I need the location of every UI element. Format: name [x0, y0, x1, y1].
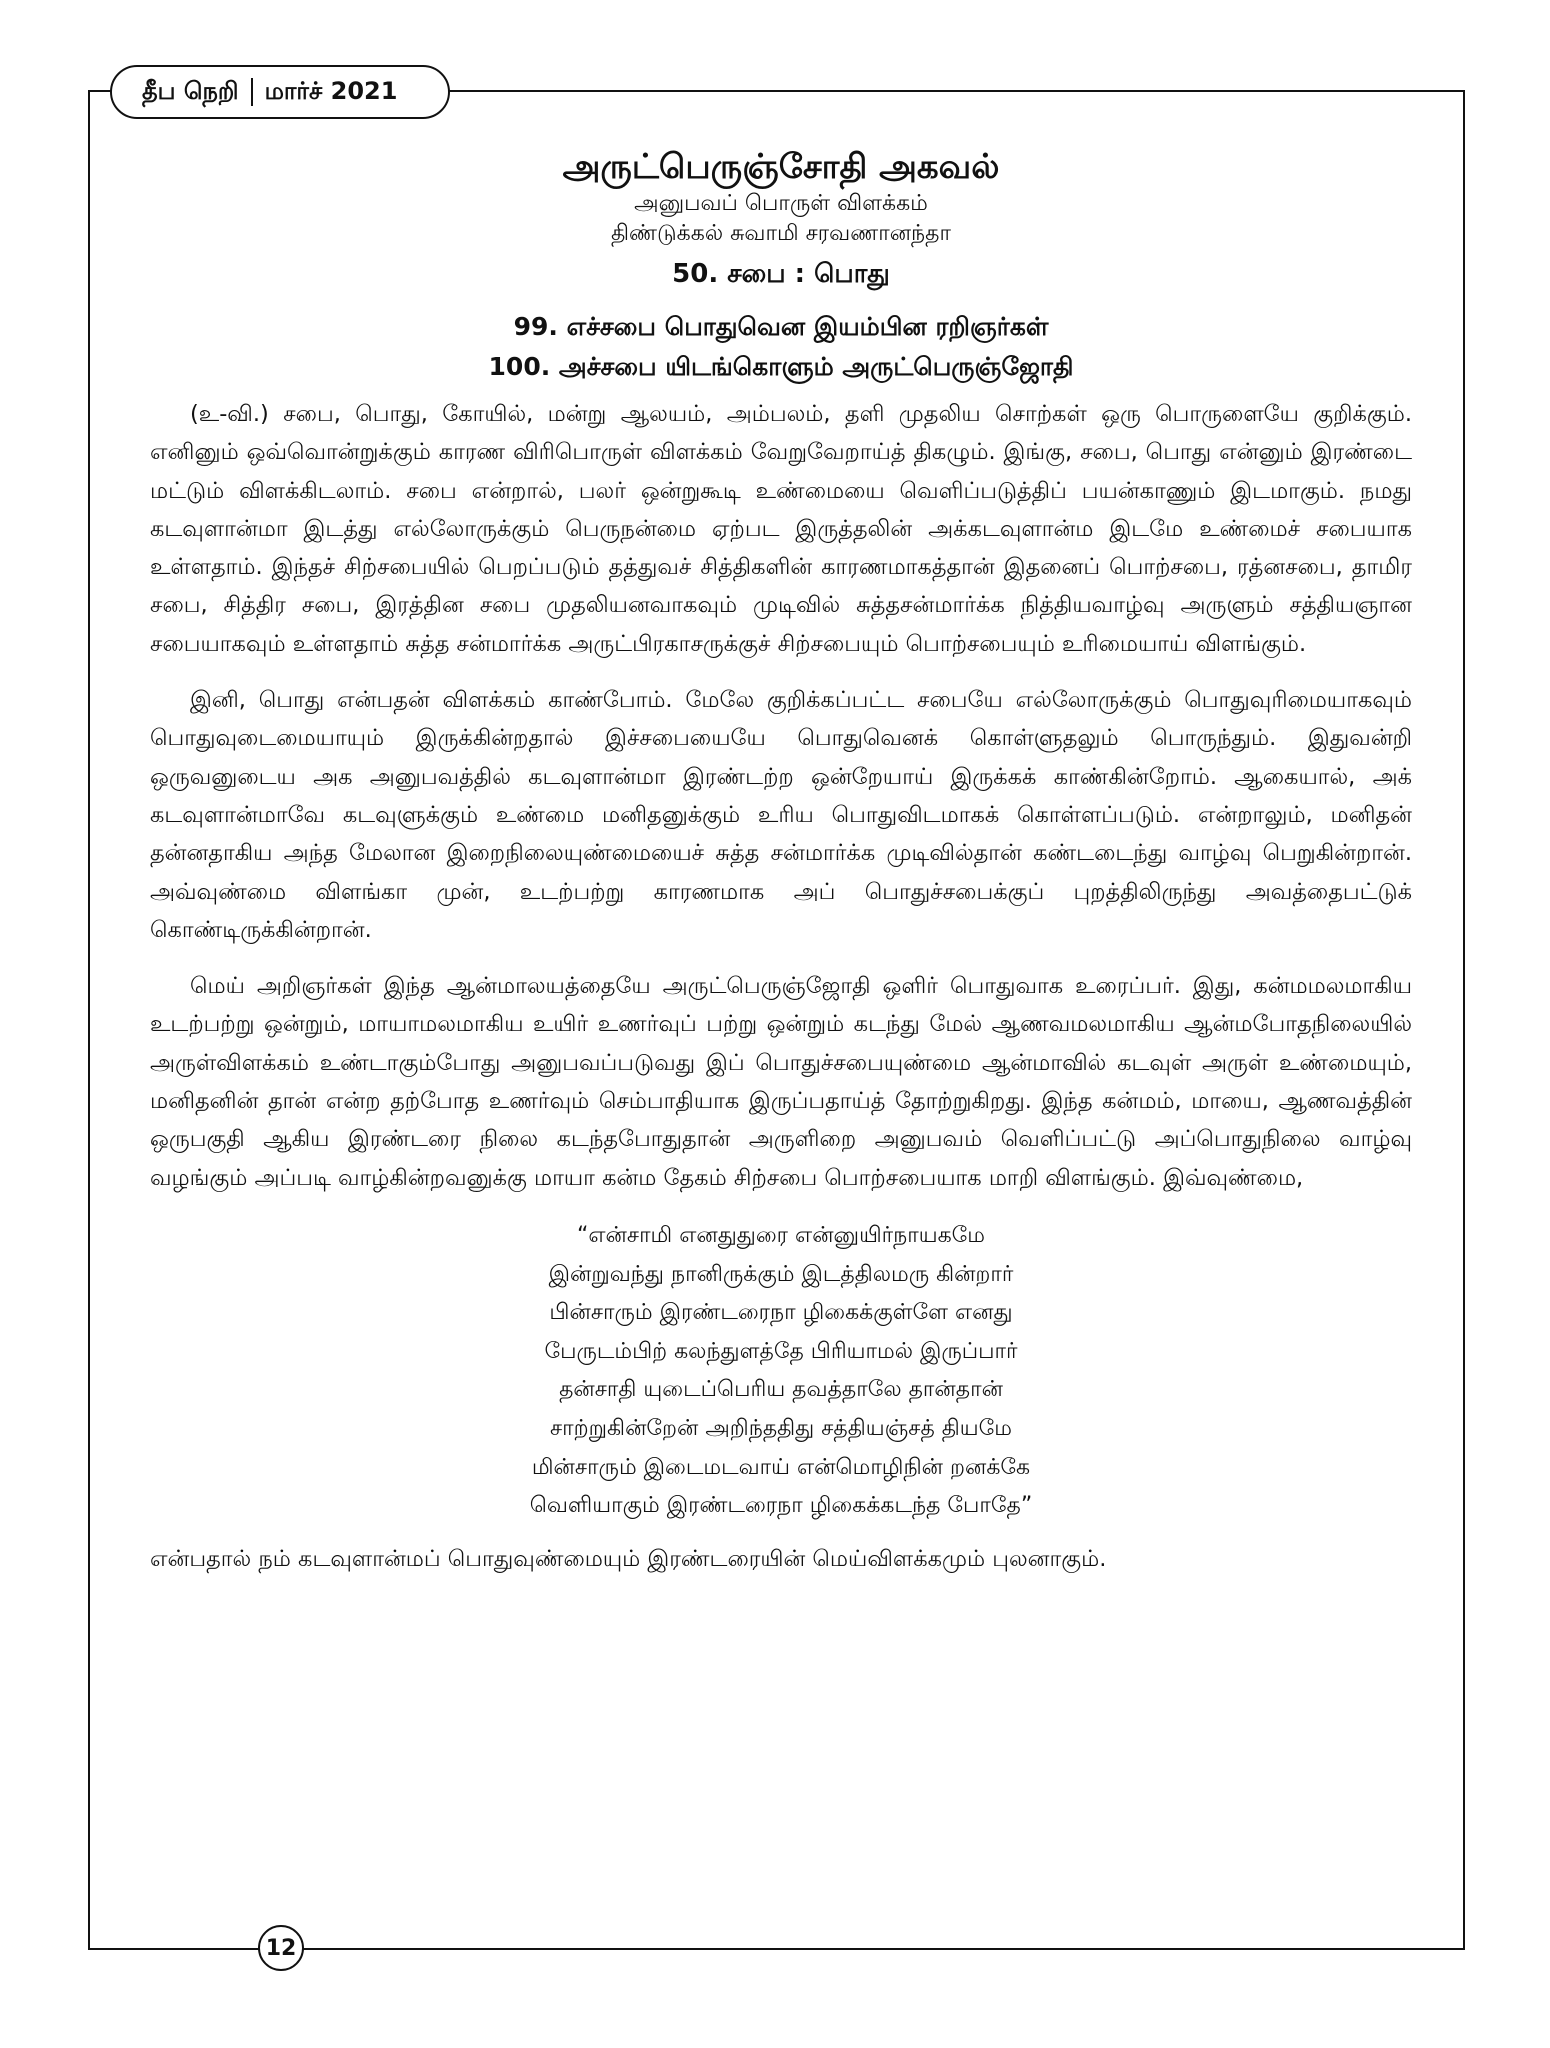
article-title: அருட்பெருஞ்சோதி அகவல்	[562, 147, 1000, 187]
poem-line: வெளியாகும் இரண்டரைநா ழிகைக்கடந்த போதே”	[529, 1493, 1033, 1519]
section-heading: 50. சபை : பொது	[672, 259, 890, 289]
article-subtitle: அனுபவப் பொருள் விளக்கம்	[634, 191, 928, 216]
magazine-name: தீப நெறி	[142, 76, 239, 105]
quoted-poem	[150, 1217, 1412, 1526]
article-author: திண்டுக்கல் சுவாமி சரவணானந்தா	[611, 221, 951, 246]
issue-date: மார்ச் 2021	[264, 76, 398, 105]
paragraph: மெய் அறிஞர்கள் இந்த ஆன்மாலயத்தையே அருட்பெருஞ்ஜோதி ஒளிர் பொதுவாக உரைப்பர். இது, கன்மமலமாகிய உடற்பற்று ஒன்றும், மாயாமலமாகிய உயிர் உணர்வுப் பற்று ஒன்றும் கடந்து மேல் ஆணவமலமாகிய ஆன்மபோதநிலையில் அருள்விளக்கம் உண்டாகும்போது அனுபவப்படுவது இப் பொதுச்சபையுண்மை ஆன்மாவில் கடவுள் அருள் உண்மையும், மனிதனின் தான் என்ற தற்போத உணர்வும் செம்பாதியாக இருப்பதாய்த் தோற்றுகிறது. இந்த கன்மம், மாயை, ஆணவத்தின் ஒருபகுதி ஆகிய இரண்டரை நிலை கடந்தபோதுதான் அருளிறை அனுபவம் வெளிப்பட்டு அப்பொதுநிலை வாழ்வு வழங்கும் அப்படி வாழ்கின்றவனுக்கு மாயா கன்ம தேகம் சிற்சபை பொற்சபையாக மாறி விளங்கும். இவ்வுண்மை,	[150, 973, 1412, 1191]
poem-line: பின்சாரும் இரண்டரைநா ழிகைக்குள்ளே எனது	[549, 1300, 1013, 1326]
poem-line: இன்றுவந்து நானிருக்கும் இடத்திலமரு கின்றார்	[548, 1261, 1014, 1287]
paragraph: (உ-வி.) சபை, பொது, கோயில், மன்று ஆலயம், அம்பலம், தளி முதலிய சொற்கள் ஒரு பொருளையே குறிக்கும். எனினும் ஒவ்வொன்றுக்கும் காரண விரிபொருள் விளக்கம் வேறுவேறாய்த் திகழும். இங்கு, சபை, பொது என்னும் இரண்டை மட்டும் விளக்கிடலாம். சபை என்றால், பலர் ஒன்றுகூடி உண்மையை வெளிப்படுத்திப் பயன்காணும் இடமாகும். நமது கடவுளான்மா இடத்து எல்லோருக்கும் பெருநன்மை ஏற்பட இருத்தலின் அக்கடவுளான்ம இடமே உண்மைச் சபையாக உள்ளதாம். இந்தச் சிற்சபையில் பெறப்படும் தத்துவச் சித்திகளின் காரணமாகத்தான் இதனைப் பொற்சபை, ரத்னசபை, தாமிர சபை, சித்திர சபை, இரத்தின சபை முதலியனவாகவும் முடிவில் சுத்தசன்மார்க்க நித்தியவாழ்வு அருளும் சத்தியஞான சபையாகவும் உள்ளதாம் சுத்த சன்மார்க்க அருட்பிரகாசருக்குச் சிற்சபையும் பொற்சபையும் உரிமையாய் விளங்கும்.	[150, 401, 1412, 657]
poem-line: சாற்றுகின்றேன் அறிந்ததிது சத்தியஞ்சத் தியமே	[550, 1415, 1012, 1441]
poem-line: மின்சாரும் இடைமடவாய் என்மொழிநின் றனக்கே	[531, 1454, 1031, 1480]
verse-line: 100. அச்சபை யிடங்கொளும் அருட்பெருஞ்ஜோதி	[488, 352, 1074, 381]
poem-line: பேருடம்பிற் கலந்துளத்தே பிரியாமல் இருப்பார்	[544, 1338, 1018, 1364]
header-tab	[110, 65, 450, 119]
verse-block	[150, 307, 1412, 387]
header-divider	[251, 78, 253, 106]
poem-line: “என்சாமி எனதுதுரை என்னுயிர்நாயகமே	[576, 1222, 986, 1248]
closing-line: என்பதால் நம் கடவுளான்மப் பொதுவுண்மையும் இரண்டரையின் மெய்விளக்கமும் புலனாகும்.	[150, 1545, 1107, 1572]
poem-line: தன்சாதி யுடைப்பெரிய தவத்தாலே தான்தான்	[559, 1377, 1003, 1403]
paragraph: இனி, பொது என்பதன் விளக்கம் காண்போம். மேலே குறிக்கப்பட்ட சபையே எல்லோருக்கும் பொதுவுரிமையாகவும் பொதுவுடைமையாயும் இருக்கின்றதால் இச்சபையையே பொதுவெனக் கொள்ளுதலும் பொருந்தும். இதுவன்றி ஒருவனுடைய அக அனுபவத்தில் கடவுளான்மா இரண்டற்ற ஒன்றேயாய் இருக்கக் காண்கின்றோம். ஆகையால், அக் கடவுளான்மாவே கடவுளுக்கும் உண்மை மனிதனுக்கும் உரிய பொதுவிடமாகக் கொள்ளப்படும். என்றாலும், மனிதன் தன்னதாகிய அந்த மேலான இறைநிலையுண்மையைச் சுத்த சன்மார்க்க முடிவில்தான் கண்டடைந்து வாழ்வு பெறுகின்றான். அவ்வுண்மை விளங்கா முன், உடற்பற்று காரணமாக அப் பொதுச்சபைக்குப் புறத்திலிருந்து அவத்தைபட்டுக் கொண்டிருக்கின்றான்.	[150, 687, 1412, 943]
page-number: 12	[258, 1925, 304, 1971]
article	[150, 145, 1412, 1578]
verse-line: 99. எச்சபை பொதுவென இயம்பின ரறிஞர்கள்	[513, 312, 1049, 341]
